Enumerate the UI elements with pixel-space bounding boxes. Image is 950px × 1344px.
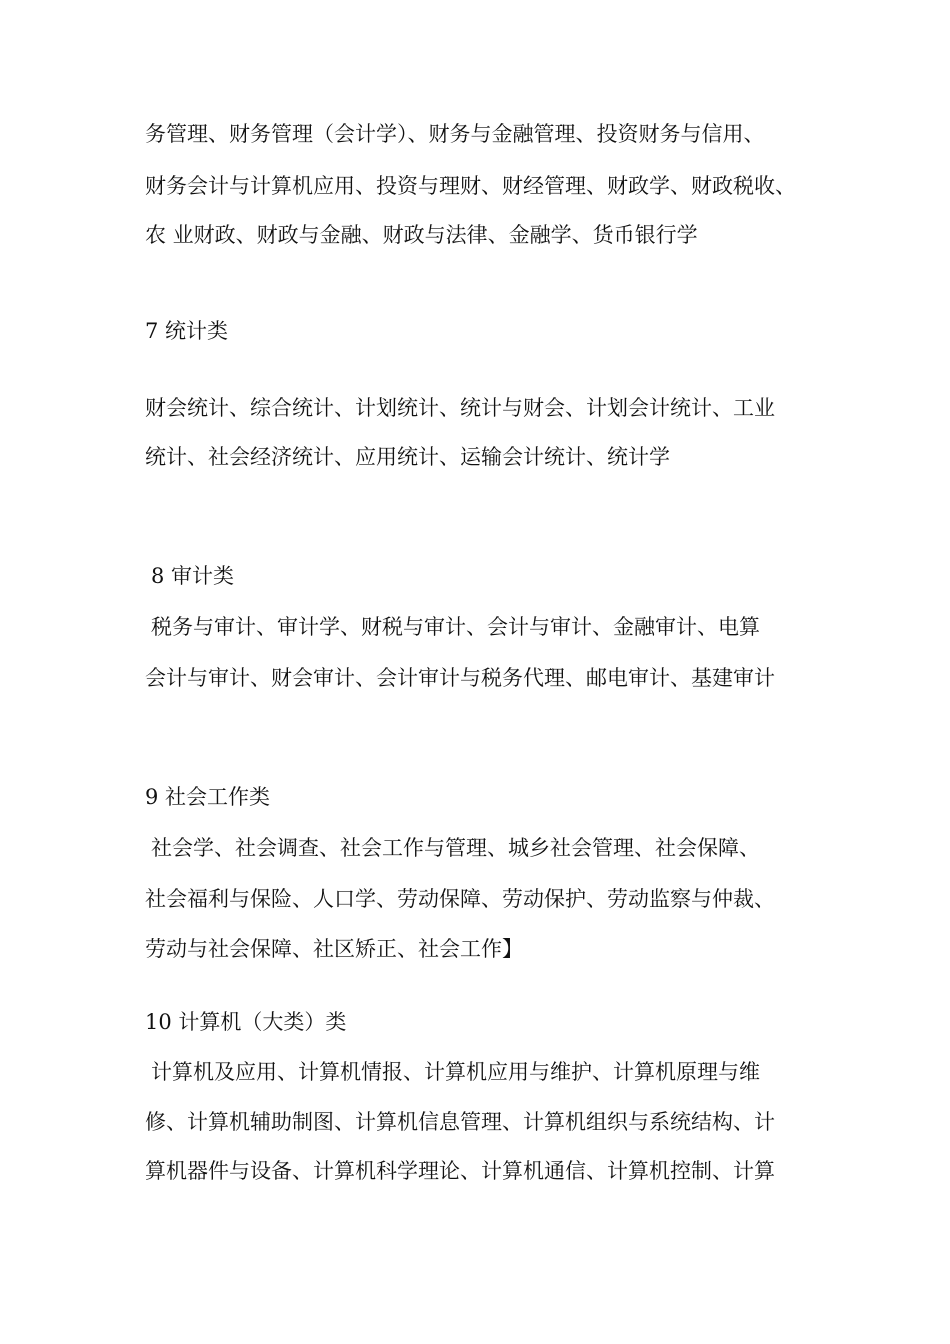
section-heading: 8 审计类	[151, 564, 235, 588]
section-heading: 7 统计类	[145, 319, 229, 343]
text-line: 计算机及应用、计算机情报、计算机应用与维护、计算机原理与维	[151, 1060, 760, 1084]
section-heading: 10 计算机（大类）类	[145, 1010, 347, 1034]
text-line: 劳动与社会保障、社区矫正、社会工作】	[145, 937, 523, 961]
text-line: 财会统计、综合统计、计划统计、统计与财会、计划会计统计、工业	[145, 396, 775, 420]
text-line: 税务与审计、审计学、财税与审计、会计与审计、金融审计、电算	[151, 615, 760, 639]
section-heading: 9 社会工作类	[145, 785, 271, 809]
text-line: 统计、社会经济统计、应用统计、运输会计统计、统计学	[145, 445, 670, 469]
text-line: 财务会计与计算机应用、投资与理财、财经管理、财政学、财政税收、	[145, 174, 796, 198]
text-line: 修、计算机辅助制图、计算机信息管理、计算机组织与系统结构、计	[145, 1110, 775, 1134]
text-line: 算机器件与设备、计算机科学理论、计算机通信、计算机控制、计算	[145, 1159, 775, 1183]
text-line: 务管理、财务管理（会计学）、财务与金融管理、投资财务与信用、	[145, 122, 765, 146]
text-line: 社会学、社会调查、社会工作与管理、城乡社会管理、社会保障、	[151, 836, 760, 860]
text-line: 社会福利与保险、人口学、劳动保障、劳动保护、劳动监察与仲裁、	[145, 887, 775, 911]
text-line: 会计与审计、财会审计、会计审计与税务代理、邮电审计、基建审计	[145, 666, 775, 690]
text-line: 农 业财政、财政与金融、财政与法律、金融学、货币银行学	[145, 223, 698, 247]
